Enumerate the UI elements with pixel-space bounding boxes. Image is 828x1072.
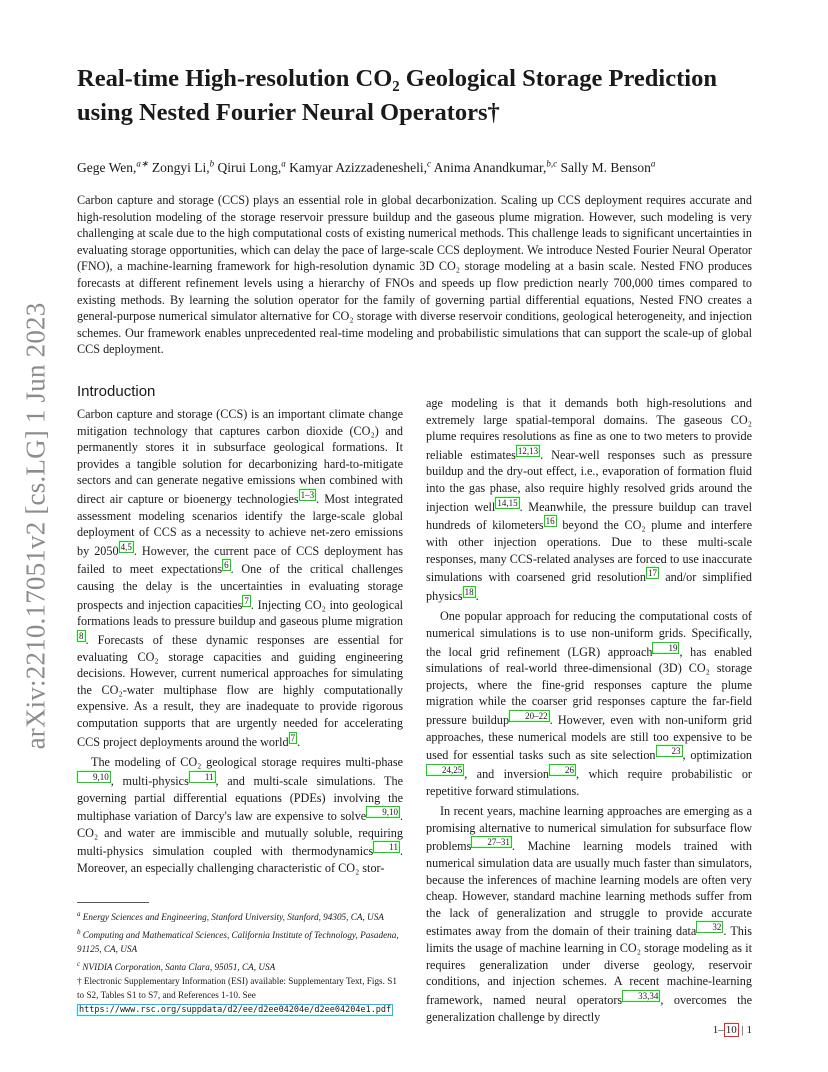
- arxiv-sidebar-stamp: [14, 296, 58, 756]
- footnote-esi: † Electronic Supplementary Information (ESI) available: Supplementary Text, Figs. S1 to S2, Tables S1 to S7, and References 1-10. See https://www.rsc.org/suppdata/d2/ee/d2ee04204e/d2ee04204e1.pdf: [77, 976, 397, 1015]
- footnote-affiliation-a: $^a$ Energy Sciences and Engineering, Stanford University, Stanford, 94305, CA, USA: [77, 910, 384, 923]
- author-affiliation-mark: a: [281, 158, 286, 168]
- citation-link[interactable]: 24,25: [426, 764, 464, 776]
- citation-link[interactable]: 7: [290, 732, 296, 743]
- paragraph: One popular approach for reducing the computational costs of numerical simulations is to use non-uniform grids. Specifically, the local grid refinement (LGR) approach 19 , has enabled simulations of real-world three-dimensional (3D) CO₂ storage projects, where the fine-grid responses capture the plume migration while the coarser grid responses capture the far-field pressure buildup 20–22 . However, even with non-uniform grid approaches, these numerical models are still too expensive to be used for essential tasks such as site selection 23 , optimization24,25 , and inversion 26 , which require probabilistic or repetitive forward stimulations.: [426, 609, 753, 798]
- author-name: Sally M. Benson$^a$: [560, 158, 656, 175]
- paragraph: Carbon capture and storage (CCS) is an important climate change mitigation technology that captures carbon dioxide (CO₂) and permanently stores it in subsurface geological formations. It provides a tangible solution for decarbonizing hard-to-mitigate sectors and can generate negative emissions when combined with direct air capture or bioenergy technologies 1–3 . Most integrated assessment modeling scenarios identify the large-scale global deployment of CCS as a necessity to achieve net-zero emissions by 2050 4,5 . However, the current pace of CCS deployment has failed to meet expectations 6 . One of the critical challenges causing the delay is the uncertainties in evaluating storage prospects and injection capacities 7 . Injecting CO₂ into geological formations leads to pressure buildup and gaseous plume migration8 . Forecasts of these dynamic responses are essential for evaluating CO₂ storage capacities and guiding engineering decisions. However, current numerical approaches for simulating the CO₂-water multiphase flow are highly computationally expensive. As a result, they are inadequate to provide rigorous computation supports that are urgently needed for accelerating CCS project deployments around the world 7 .: [77, 407, 404, 749]
- citation-link[interactable]: 19: [652, 642, 679, 654]
- arxiv-id: arXiv:2210.17051v2 [cs.LG] 1 Jun 2023: [20, 302, 51, 750]
- footnote-affiliation-c: $^c$ NVIDIA Corporation, Santa Clara, 95051, CA, USA: [77, 959, 276, 972]
- author-name: Kamyar Azizzadenesheli,$^c$: [289, 158, 432, 175]
- citation-link[interactable]: 9,10: [77, 771, 111, 783]
- citation-link[interactable]: 33,34: [622, 990, 660, 1002]
- citation-link[interactable]: 23: [656, 745, 683, 757]
- author-affiliation-mark: b,c: [546, 158, 558, 168]
- footnote-divider: [77, 902, 149, 903]
- author-name: Anima Anandkumar,$^{b,c}$: [433, 158, 558, 175]
- esi-link[interactable]: https://www.rsc.org/suppdata/d2/ee/d2ee04204e/d2ee04204e1.pdf: [79, 1004, 392, 1015]
- footnote-affiliation-b: $^b$ Computing and Mathematical Sciences, California Institute of Technology, Pasadena, 91125, CA, USA: [77, 927, 399, 954]
- citation-link[interactable]: 32: [696, 921, 723, 933]
- citation-link[interactable]: 14,15: [497, 497, 518, 508]
- citation-link[interactable]: 6: [224, 560, 229, 571]
- author-affiliation-mark: c: [427, 158, 432, 168]
- citation-link[interactable]: 20–22: [509, 710, 550, 722]
- author-affiliation-mark: a∗: [136, 158, 149, 168]
- author-affiliation-mark: a: [650, 158, 656, 168]
- citation-link[interactable]: 26: [549, 764, 576, 776]
- paper-title: Real-time High-resolution CO₂ Geological Storage Prediction using Nested Fourier Neural Operators†: [77, 65, 717, 126]
- citation-link[interactable]: 11: [373, 841, 400, 853]
- citation-link[interactable]: 18: [464, 586, 474, 597]
- paragraph: age modeling is that it demands both high-resolutions and extremely large spatial-temporal domains. The gaseous CO₂ plume requires resolutions as fine as one to two meters to provide reliable estimates 12,13 . Near-well responses such as pressure buildup and the dry-out effect, i.e., evaporation of formation fluid into the gas phase, also require highly resolved grids around the injection well 14,15 . Meanwhile, the pressure buildup can travel hundreds of kilometers 16 beyond the CO₂ plume and interfere with other injection operations. Due to these multi-scale responses, many CCS-related analyses are forced to use inaccurate simulations with coarsened grid resolution 17 and/or simplified physics 18 .: [426, 396, 753, 603]
- author-name: Qirui Long,$^a$: [217, 158, 286, 175]
- citation-link[interactable]: 7: [244, 595, 249, 606]
- citation-link[interactable]: 17: [647, 568, 657, 579]
- citation-link[interactable]: 12,13: [517, 445, 539, 456]
- citation-link[interactable]: 27–31: [471, 836, 512, 848]
- citation-link[interactable]: 11: [189, 771, 216, 783]
- author-affiliation-mark: b: [209, 158, 215, 168]
- citation-link[interactable]: 8: [79, 630, 84, 641]
- paragraph: In recent years, machine learning approaches are emerging as a promising alternative to numerical simulation for subsurface flow problems 27–31 . Machine learning models trained with numerical simulation data are usually much faster than simulators, because the inferences of machine learning models are often very cheap. However, standard machine learning methods suffer from the lack of generalization and struggle to provide accurate estimates away from the domain of their training data 32 . This limits the usage of machine learning in CO₂ storage modeling as it requires generalization under diverse geology, reservoir conditions, and injection schemes. A recent machine-learning framework, named neural operators 33,34 , overcomes the generalization challenge by directly: [426, 804, 752, 1024]
- author-name: Zongyi Li,$^b$: [151, 158, 215, 175]
- author-name: Gege Wen,$^{a∗}$: [77, 158, 149, 175]
- paragraph: The modeling of CO₂ geological storage requires multi-phase9,10 , multi-physics 11 , and multi-scale simulations. The governing partial differential equations (PDEs) involving the multiphase variation of Darcy's law are expensive to solve 9,10 . CO₂ and water are immiscible and mutually soluble, requiring multi-physics simulation coupled with thermodynamics 11 . Moreover, an especially challenging characteristic of CO₂ stor-: [77, 755, 403, 875]
- page-number: 1– 10 | 1: [712, 1024, 752, 1036]
- left-column: [77, 406, 403, 877]
- footnotes: [77, 908, 403, 1019]
- abstract: Carbon capture and storage (CCS) plays an essential role in global decarbonization. Scaling up CCS deployment requires accurate and high-resolution modeling of the storage reservoir pressure buildup and the gaseous plume migration. However, such modeling is very challenging at scale due to the high computational costs of existing numerical methods. This challenge leads to significant uncertainties in evaluating storage opportunities, which can delay the pace of large-scale CCS deployment. We introduce Nested Fourier Neural Operator (FNO), a machine-learning framework for high-resolution dynamic 3D CO₂ storage modeling at a basin scale. Nested FNO produces forecasts at different refinement levels using a hierarchy of FNOs and speeds up flow prediction nearly 700,000 times compared to existing methods. By learning the solution operator for the family of governing partial differential equations, Nested FNO creates a general-purpose numerical simulator alternative for CO₂ storage with diverse reservoir conditions, geological heterogeneity, and injection schemes. Our framework enables unprecedented real-time modeling and probabilistic simulations that can support the scale-up of global CCS deployment.: [77, 193, 752, 357]
- citation-link[interactable]: 9,10: [366, 806, 400, 818]
- right-column: [426, 395, 752, 1025]
- citation-link[interactable]: 16: [545, 516, 555, 527]
- citation-link[interactable]: 4,5: [120, 541, 132, 552]
- section-heading-introduction: Introduction: [77, 383, 156, 400]
- author-list: [77, 158, 757, 176]
- citation-link[interactable]: 1–3: [300, 489, 315, 500]
- page-count-link[interactable]: 10: [725, 1024, 737, 1036]
